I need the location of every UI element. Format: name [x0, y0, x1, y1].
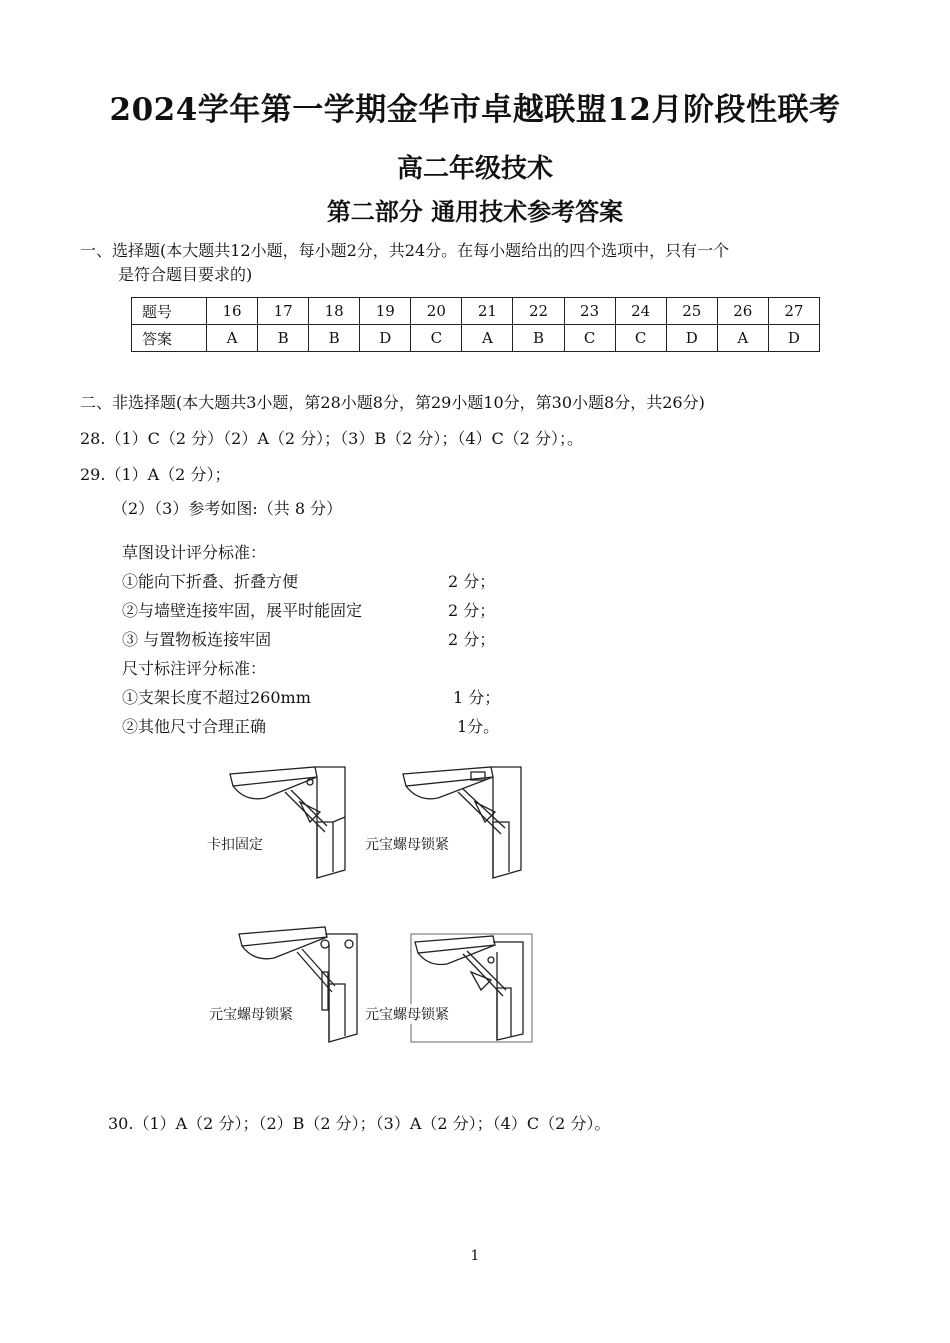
- question-number: 21: [462, 298, 513, 325]
- answer-cell: C: [564, 325, 615, 352]
- section2-intro: 二、非选择题(本大题共3小题，第28小题8分，第29小题10分，第30小题8分，共26分): [80, 393, 705, 412]
- answer-cell: A: [207, 325, 258, 352]
- answer-cell: A: [462, 325, 513, 352]
- question-number: 19: [360, 298, 411, 325]
- question-number: 27: [768, 298, 819, 325]
- table-row-numbers: [132, 298, 820, 325]
- answer-cell: D: [768, 325, 819, 352]
- answer-cell: C: [411, 325, 462, 352]
- figure-label: 元宝螺母锁紧: [209, 1004, 293, 1024]
- criterion-score: 2 分；: [448, 601, 496, 620]
- q30-answer: 30.（1）A（2 分）；（2）B（2 分）；（3）A（2 分）；（4）C（2 分）。: [108, 1114, 611, 1133]
- page-number: 1: [470, 1248, 480, 1264]
- part-subtitle: 第二部分 通用技术参考答案: [326, 197, 624, 226]
- bracket-drawing-2: [363, 762, 538, 887]
- bracket-drawing-4: [363, 932, 535, 1047]
- question-number: 23: [564, 298, 615, 325]
- figure-label: 元宝螺母锁紧: [365, 834, 449, 854]
- figure-label: 卡扣固定: [207, 834, 263, 854]
- question-number: 26: [717, 298, 768, 325]
- answer-cell: C: [615, 325, 666, 352]
- answer-cell: B: [309, 325, 360, 352]
- answer-cell: A: [717, 325, 768, 352]
- criterion-text: ②与墙壁连接牢固，展平时能固定: [122, 601, 363, 620]
- answer-cell: D: [360, 325, 411, 352]
- figure-label: 元宝螺母锁紧: [365, 1004, 449, 1024]
- criterion-score: 1分。: [457, 717, 500, 736]
- sketch-criterion: [122, 625, 522, 654]
- sketch-criterion: [122, 596, 522, 625]
- dimension-criterion: [122, 712, 522, 741]
- row-label-number: 题号: [132, 298, 207, 325]
- sketch-criteria-title: 草图设计评分标准：: [122, 543, 267, 562]
- criterion-text: ②其他尺寸合理正确: [122, 717, 267, 736]
- bracket-figure-1: [205, 762, 365, 887]
- question-number: 24: [615, 298, 666, 325]
- criterion-text: ①支架长度不超过260mm: [122, 688, 311, 707]
- table-row-answers: [132, 325, 820, 352]
- answer-cell: D: [666, 325, 717, 352]
- question-number: 16: [207, 298, 258, 325]
- row-label-answer: 答案: [132, 325, 207, 352]
- sketch-criterion: [122, 567, 522, 596]
- q29-part23: （2）（3）参考如图:（共 8 分）: [112, 499, 343, 518]
- bracket-figure-2: [363, 762, 538, 887]
- question-number: 20: [411, 298, 462, 325]
- page-title: 2024学年第一学期金华市卓越联盟12月阶段性联考: [109, 92, 841, 128]
- section1-intro-line2: 是符合题目要求的): [118, 265, 253, 284]
- question-number: 17: [258, 298, 309, 325]
- question-number: 18: [309, 298, 360, 325]
- criterion-score: 2 分；: [448, 630, 496, 649]
- question-number: 22: [513, 298, 564, 325]
- answer-table: [131, 297, 820, 352]
- grade-subtitle: 高二年级技术: [396, 154, 553, 184]
- q28-answer: 28.（1）C（2 分）（2）A（2 分）；（3）B（2 分）；（4）C（2 分）；。: [80, 429, 584, 448]
- dimension-criteria-title: 尺寸标注评分标准：: [122, 659, 267, 678]
- criterion-text: ①能向下折叠、折叠方便: [122, 572, 299, 591]
- bracket-figure-3: [207, 922, 372, 1047]
- section1-intro-line1: 一、选择题(本大题共12小题，每小题2分，共24分。在每小题给出的四个选项中，只有一个: [80, 241, 730, 260]
- bracket-drawing-3: [207, 922, 372, 1047]
- criterion-score: 1 分；: [453, 688, 501, 707]
- question-number: 25: [666, 298, 717, 325]
- dimension-criterion: [122, 683, 522, 712]
- criterion-text: ③ 与置物板连接牢固: [122, 630, 272, 649]
- criterion-score: 2 分；: [448, 572, 496, 591]
- bracket-drawing-1: [205, 762, 365, 887]
- answer-cell: B: [513, 325, 564, 352]
- bracket-figure-4: [363, 932, 535, 1047]
- answer-cell: B: [258, 325, 309, 352]
- q29-part1: 29.（1）A（2 分）；: [80, 465, 231, 484]
